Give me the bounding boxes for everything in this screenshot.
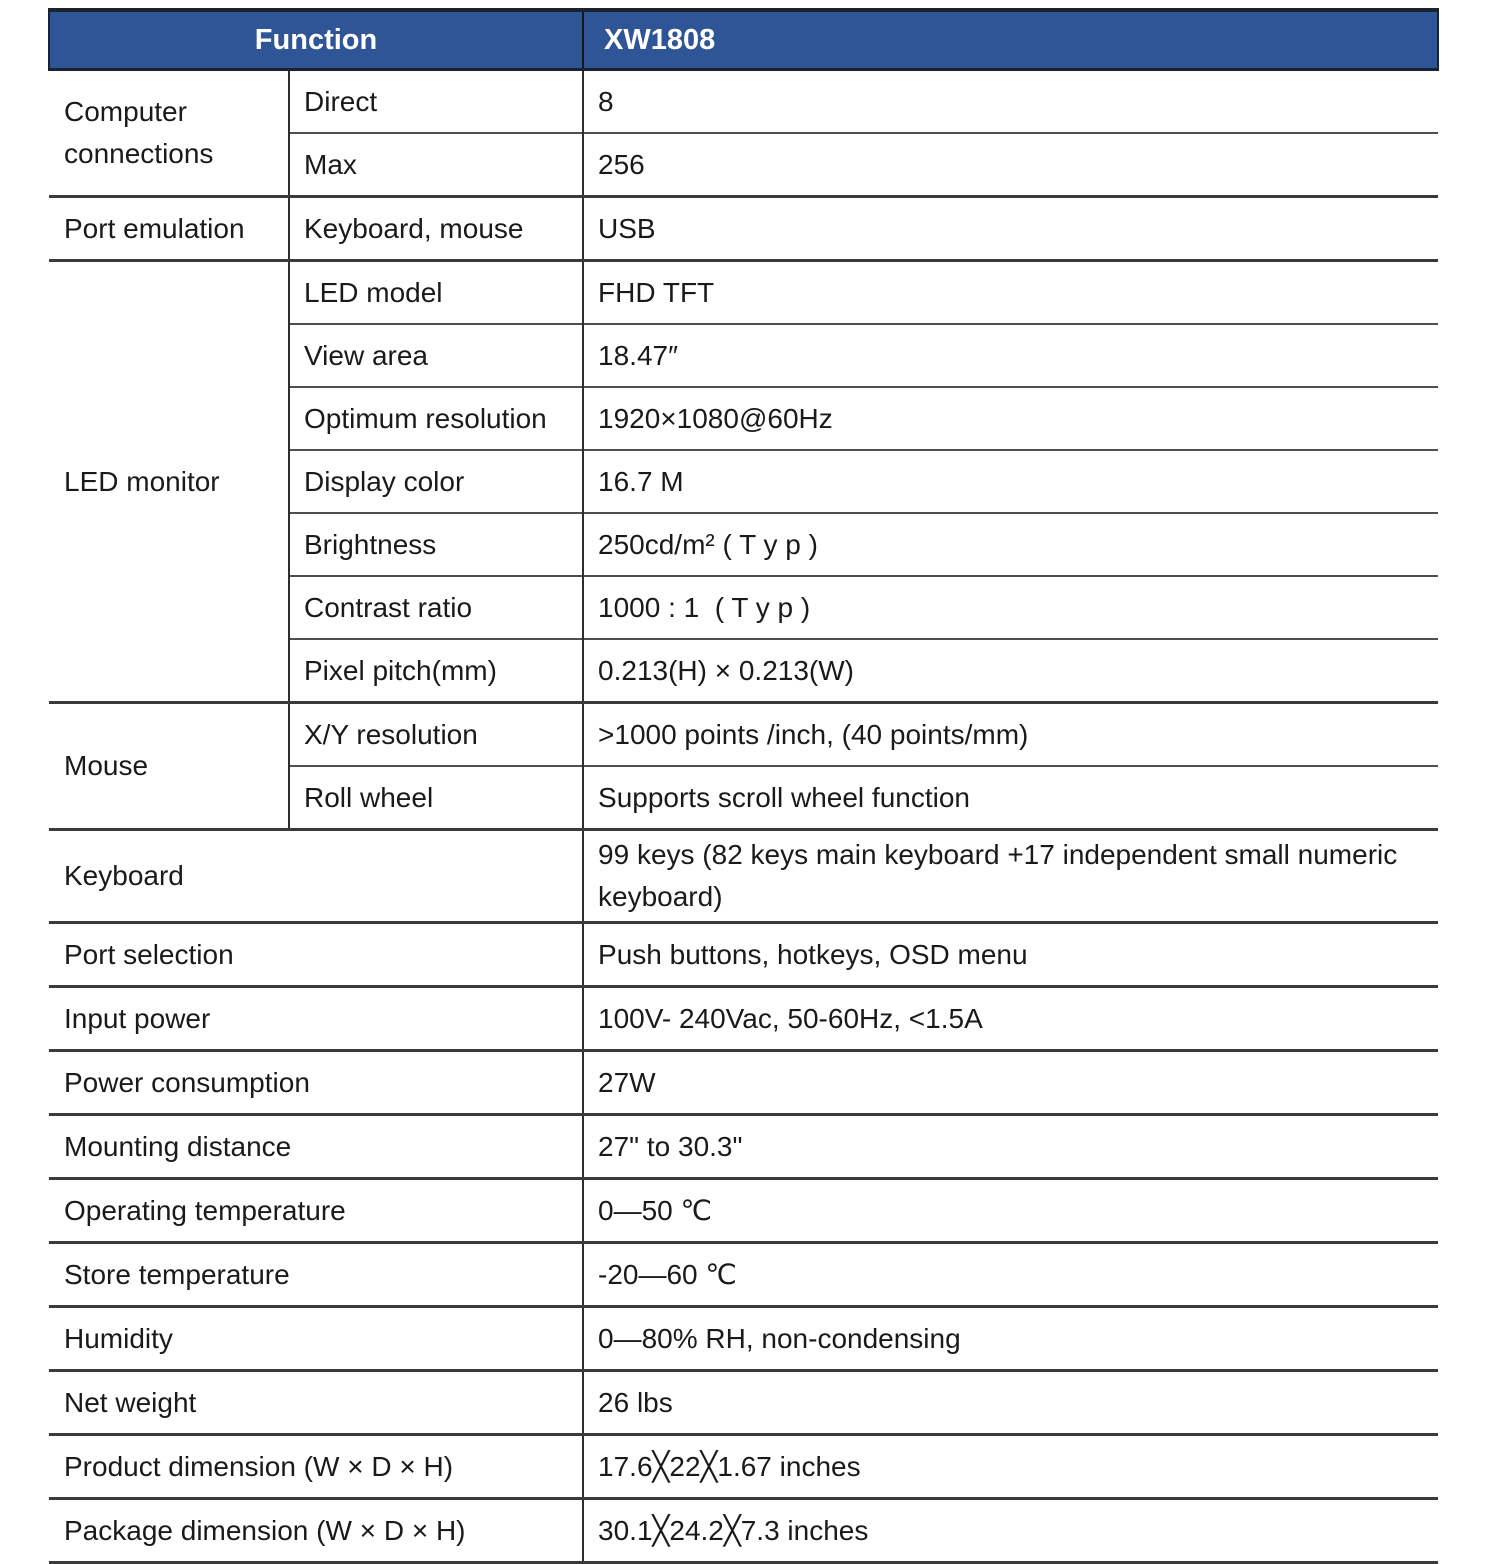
table-row <box>49 197 1438 261</box>
value-led-model: FHD TFT <box>583 261 1438 325</box>
table-row <box>49 987 1438 1051</box>
group-label-keyboard: Keyboard <box>49 830 583 923</box>
value-mounting-distance: 27" to 30.3" <box>583 1115 1438 1179</box>
value-brightness: 250cd/m² ( T y p ) <box>583 513 1438 576</box>
spec-table <box>48 8 1439 1564</box>
feature-contrast-ratio: Contrast ratio <box>289 576 583 639</box>
value-package-dimension: 30.1╳24.2╳7.3 inches <box>583 1499 1438 1563</box>
group-label-mounting-distance: Mounting distance <box>49 1115 583 1179</box>
group-label-input-power: Input power <box>49 987 583 1051</box>
table-row <box>49 1243 1438 1307</box>
table-row <box>49 1115 1438 1179</box>
feature-optimum-resolution: Optimum resolution <box>289 387 583 450</box>
value-input-power: 100V- 240Vac, 50-60Hz, <1.5A <box>583 987 1438 1051</box>
value-keyboard: 99 keys (82 keys main keyboard +17 independent small numeric keyboard) <box>583 830 1438 923</box>
table-row <box>49 1371 1438 1435</box>
table-row <box>49 70 1438 134</box>
group-label-computer-connections: Computer connections <box>64 96 214 169</box>
model-column-header: XW1808 <box>583 10 1438 70</box>
group-label-product-dimension: Product dimension (W × D × H) <box>49 1435 583 1499</box>
value-view-area: 18.47″ <box>583 324 1438 387</box>
table-row <box>49 1179 1438 1243</box>
feature-display-color: Display color <box>289 450 583 513</box>
value-optimum-resolution: 1920×1080@60Hz <box>583 387 1438 450</box>
value-port-emulation: USB <box>583 197 1438 261</box>
group-label-package-dimension: Package dimension (W × D × H) <box>49 1499 583 1563</box>
group-label-net-weight: Net weight <box>49 1371 583 1435</box>
group-label-operating-temperature: Operating temperature <box>49 1179 583 1243</box>
group-label-store-temperature: Store temperature <box>49 1243 583 1307</box>
table-row <box>49 261 1438 325</box>
feature-keyboard-mouse: Keyboard, mouse <box>289 197 583 261</box>
value-net-weight: 26 lbs <box>583 1371 1438 1435</box>
value-humidity: 0—80% RH, non-condensing <box>583 1307 1438 1371</box>
group-label-led-monitor: LED monitor <box>49 261 289 703</box>
feature-pixel-pitch: Pixel pitch(mm) <box>289 639 583 703</box>
value-operating-temperature: 0—50 ℃ <box>583 1179 1438 1243</box>
value-display-color: 16.7 M <box>583 450 1438 513</box>
feature-direct: Direct <box>289 70 583 134</box>
table-row <box>49 703 1438 767</box>
group-label-mouse: Mouse <box>49 703 289 830</box>
value-roll-wheel: Supports scroll wheel function <box>583 766 1438 830</box>
value-contrast-ratio: 1000 : 1 ( T y p ) <box>583 576 1438 639</box>
table-row <box>49 1499 1438 1563</box>
value-product-dimension: 17.6╳22╳1.67 inches <box>583 1435 1438 1499</box>
value-max: 256 <box>583 133 1438 197</box>
value-store-temperature: -20—60 ℃ <box>583 1243 1438 1307</box>
table-row <box>49 923 1438 987</box>
function-column-header: Function <box>49 10 583 70</box>
value-power-consumption: 27W <box>583 1051 1438 1115</box>
feature-led-model: LED model <box>289 261 583 325</box>
table-row <box>49 1051 1438 1115</box>
table-header-row <box>49 10 1438 70</box>
group-label-port-emulation: Port emulation <box>49 197 289 261</box>
value-pixel-pitch: 0.213(H) × 0.213(W) <box>583 639 1438 703</box>
feature-view-area: View area <box>289 324 583 387</box>
group-label-power-consumption: Power consumption <box>49 1051 583 1115</box>
feature-max: Max <box>289 133 583 197</box>
group-label-humidity: Humidity <box>49 1307 583 1371</box>
value-port-selection: Push buttons, hotkeys, OSD menu <box>583 923 1438 987</box>
table-row <box>49 1307 1438 1371</box>
value-xy-resolution: >1000 points /inch, (40 points/mm) <box>583 703 1438 767</box>
feature-brightness: Brightness <box>289 513 583 576</box>
value-direct: 8 <box>583 70 1438 134</box>
group-label-port-selection: Port selection <box>49 923 583 987</box>
spec-sheet-page <box>0 8 1488 1546</box>
feature-xy-resolution: X/Y resolution <box>289 703 583 767</box>
table-row <box>49 830 1438 923</box>
feature-roll-wheel: Roll wheel <box>289 766 583 830</box>
table-row <box>49 1435 1438 1499</box>
